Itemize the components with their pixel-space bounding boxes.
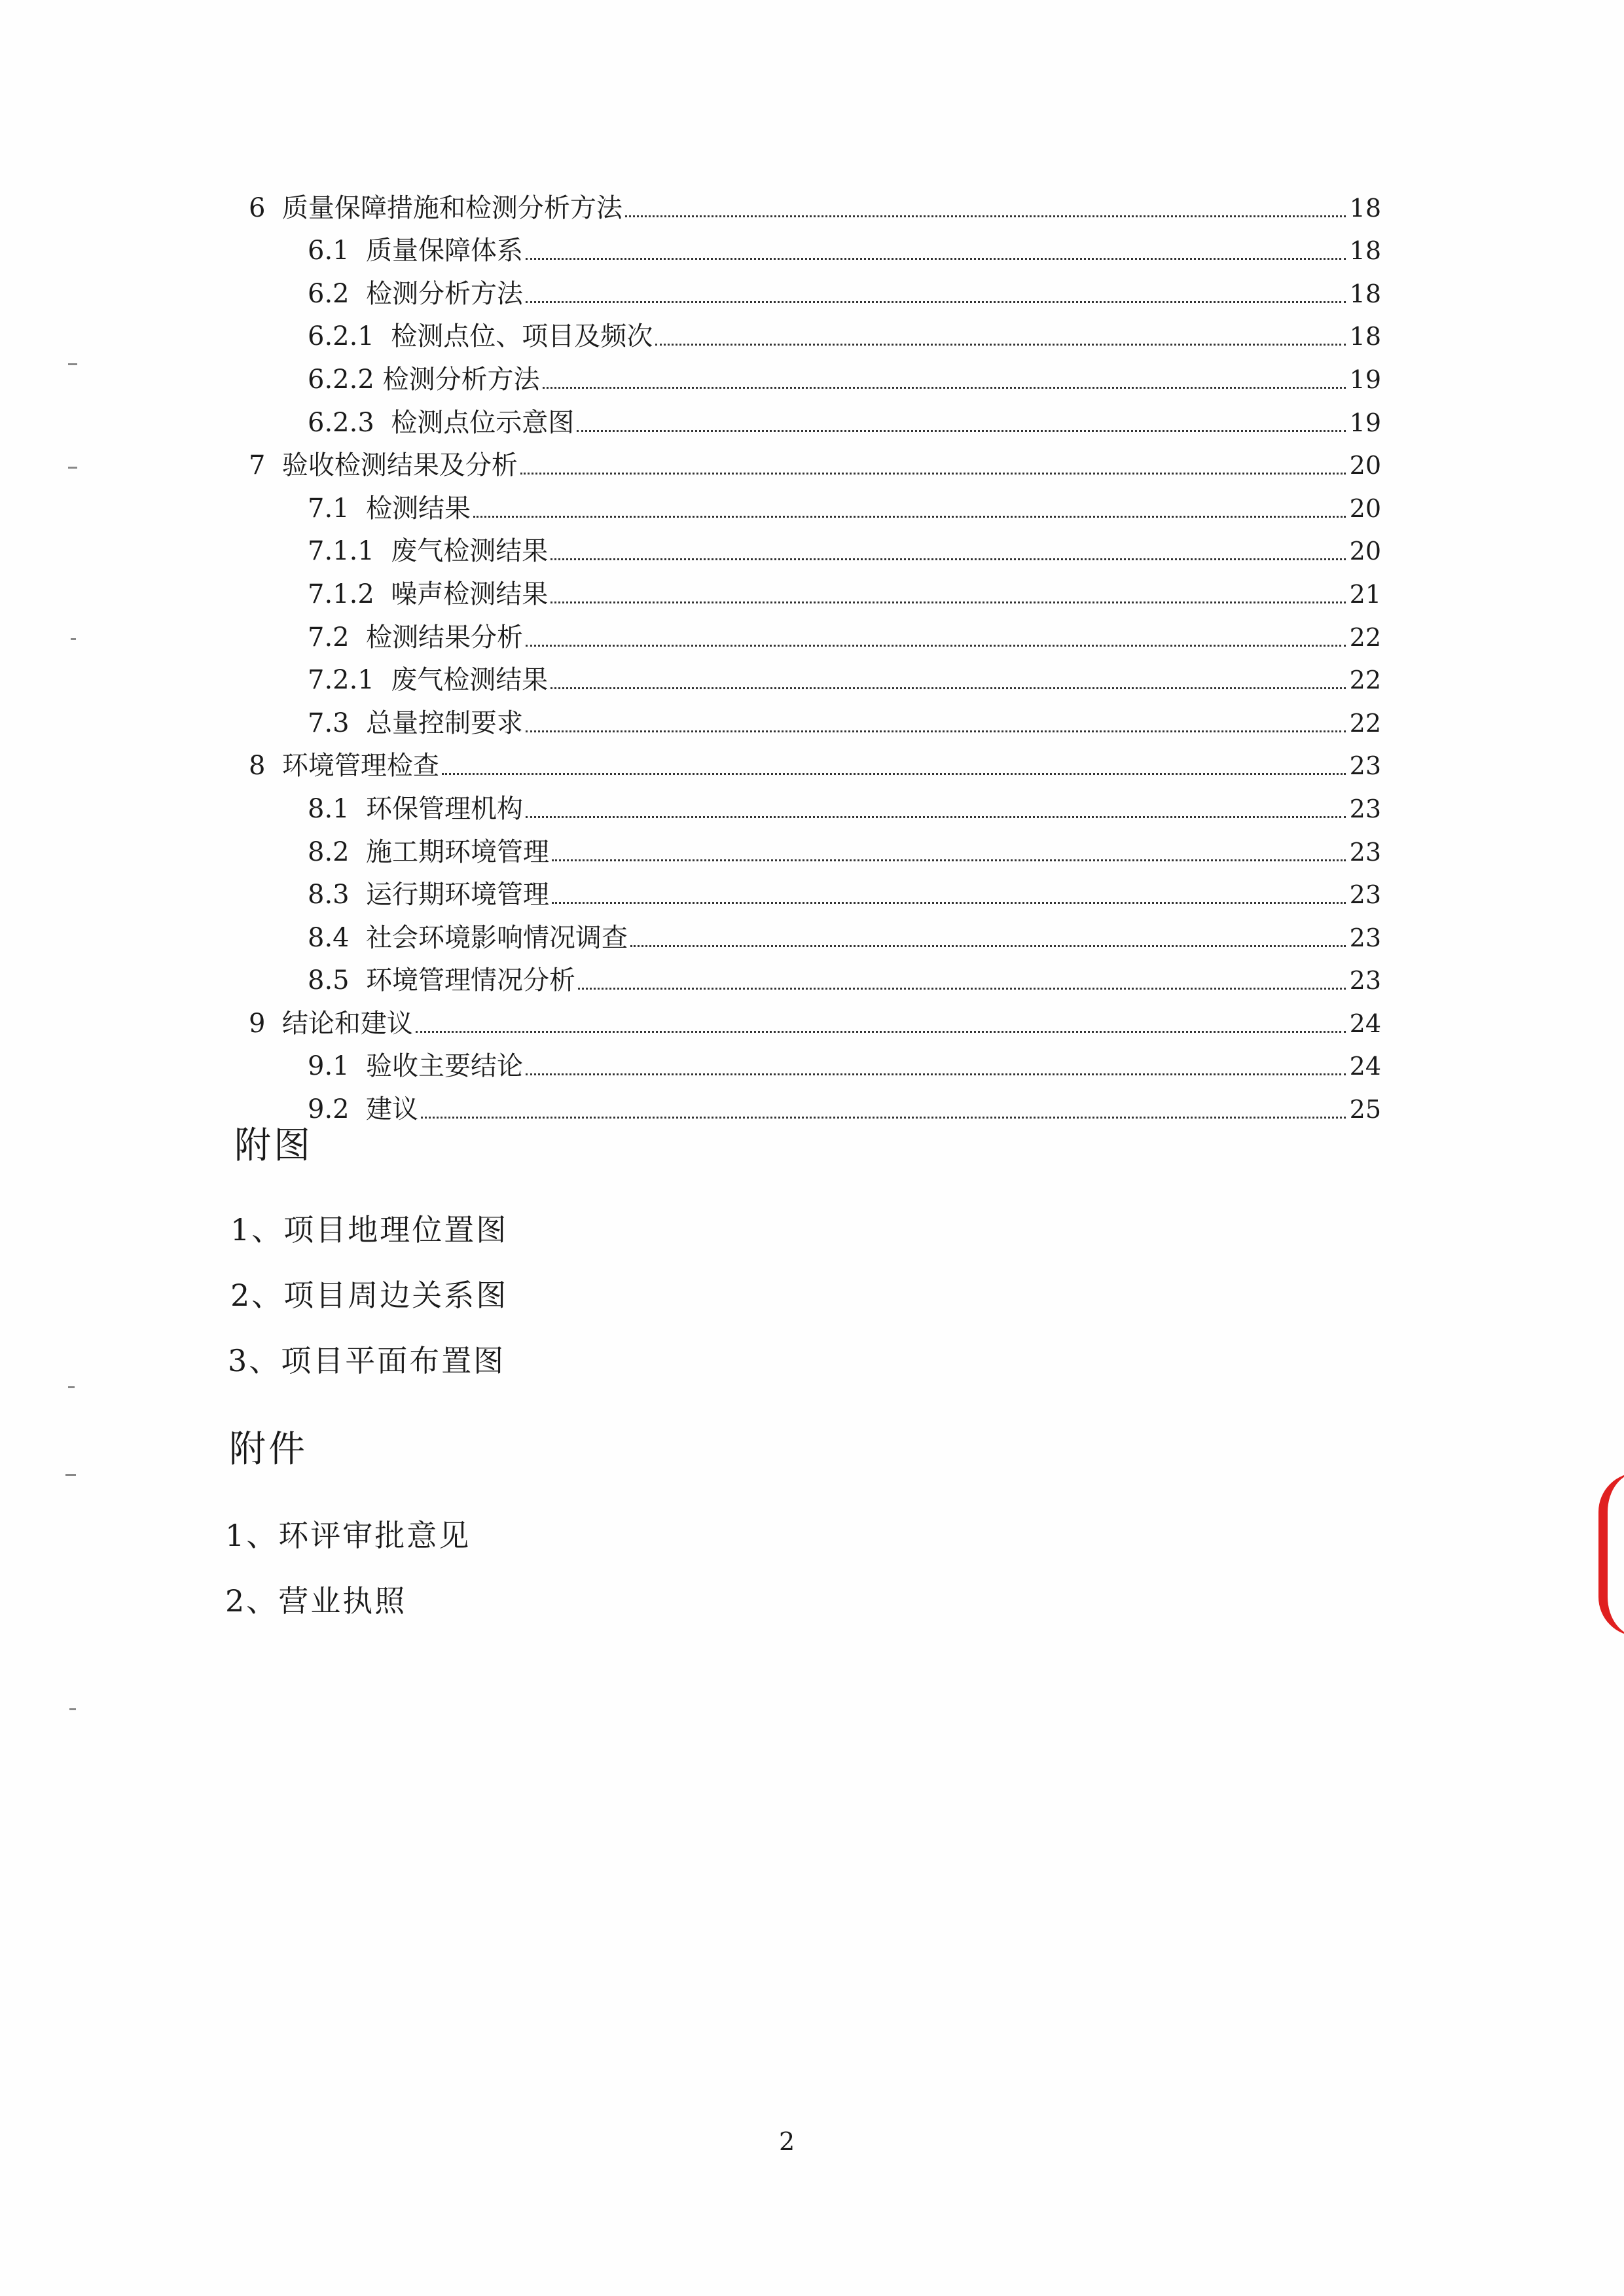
toc-entry-number: 9.1	[308, 1051, 367, 1082]
figure-item-3: 3、项目平面布置图	[228, 1343, 506, 1378]
toc-entry-number: 7.2	[308, 622, 367, 653]
toc-entry-number: 6.2.3	[308, 407, 391, 438]
toc-entry	[223, 182, 1381, 225]
toc-entry	[223, 740, 1381, 783]
toc-entry-page: 23	[1349, 794, 1381, 823]
toc-entry	[223, 783, 1381, 826]
toc-leader-dots	[473, 516, 1346, 518]
table-of-contents	[223, 182, 1381, 1126]
toc-entry-page: 18	[1349, 236, 1381, 266]
toc-entry-page: 23	[1349, 837, 1381, 867]
toc-entry-title: 废气检测结果	[391, 536, 549, 567]
toc-entry	[223, 1041, 1381, 1084]
toc-entry-page: 22	[1349, 622, 1381, 652]
scan-mark-icon	[69, 1708, 76, 1710]
scan-mark-icon	[68, 363, 77, 365]
figures-heading: 附图	[234, 1124, 313, 1167]
toc-entry-number: 6.2	[308, 278, 367, 309]
toc-leader-dots	[655, 344, 1345, 346]
toc-leader-dots	[577, 430, 1345, 432]
toc-leader-dots	[625, 215, 1346, 217]
attachment-item-2: 2、营业执照	[225, 1583, 407, 1619]
toc-entry-page: 23	[1349, 923, 1381, 952]
toc-entry-title: 检测分析方法	[382, 364, 540, 395]
toc-entry	[223, 568, 1381, 611]
toc-entry-number: 8.4	[308, 922, 367, 953]
toc-entry	[223, 869, 1381, 912]
toc-entry-page: 20	[1349, 451, 1381, 480]
toc-entry-page: 22	[1349, 708, 1381, 738]
toc-entry-number: 6	[249, 192, 282, 223]
toc-leader-dots	[526, 1073, 1346, 1075]
toc-entry-page: 21	[1349, 579, 1381, 609]
attachment-item-1: 1、环评审批意见	[225, 1518, 471, 1553]
toc-entry-page: 24	[1349, 1052, 1381, 1081]
toc-entry	[223, 611, 1381, 655]
toc-entry-title: 环境管理检查	[281, 751, 439, 781]
toc-entry	[223, 311, 1381, 354]
toc-leader-dots	[442, 773, 1346, 775]
toc-entry-page: 19	[1349, 365, 1381, 394]
toc-entry-title: 验收主要结论	[366, 1051, 524, 1082]
toc-entry	[223, 526, 1381, 569]
toc-entry-title: 检测结果分析	[366, 622, 524, 653]
toc-leader-dots	[550, 687, 1345, 689]
scan-mark-icon	[68, 1386, 75, 1388]
toc-entry	[223, 826, 1381, 869]
toc-entry	[223, 482, 1381, 526]
toc-entry-title: 运行期环境管理	[366, 880, 550, 910]
toc-leader-dots	[526, 301, 1346, 303]
toc-entry-page: 18	[1349, 193, 1381, 223]
page-number: 2	[779, 2127, 795, 2156]
red-seal-edge-icon	[1598, 1473, 1624, 1636]
toc-leader-dots	[421, 1117, 1346, 1119]
toc-entry-title: 验收检测结果及分析	[281, 450, 518, 481]
toc-leader-dots	[526, 258, 1346, 260]
scan-mark-icon	[68, 467, 77, 469]
toc-entry-page: 25	[1349, 1095, 1381, 1124]
attachments-heading: 附件	[229, 1428, 308, 1471]
toc-entry-number: 7.2.1	[308, 665, 391, 696]
toc-entry	[223, 225, 1381, 268]
toc-entry-number: 9.2	[308, 1094, 367, 1125]
toc-leader-dots	[552, 859, 1346, 861]
toc-leader-dots	[578, 988, 1346, 990]
toc-entry-page: 18	[1349, 322, 1381, 351]
toc-entry-number: 9	[249, 1008, 282, 1039]
toc-entry-number: 7.1.1	[308, 536, 391, 567]
toc-entry	[223, 697, 1381, 740]
toc-leader-dots	[550, 601, 1345, 603]
toc-entry-number: 7.3	[308, 708, 367, 738]
toc-leader-dots	[416, 1031, 1346, 1033]
toc-entry-title: 建议	[366, 1094, 419, 1125]
toc-entry-page: 23	[1349, 751, 1381, 781]
toc-entry-title: 质量保障措施和检测分析方法	[281, 192, 623, 223]
toc-entry-title: 检测结果	[366, 493, 471, 524]
toc-entry	[223, 912, 1381, 955]
toc-leader-dots	[630, 945, 1346, 947]
toc-entry-number: 7.1.2	[308, 579, 391, 609]
toc-entry	[223, 997, 1381, 1041]
toc-entry-title: 环境管理情况分析	[366, 965, 576, 996]
toc-entry-title: 检测分析方法	[366, 278, 524, 309]
toc-leader-dots	[520, 473, 1346, 475]
toc-entry-number: 8.3	[308, 880, 367, 910]
figure-item-1: 1、项目地理位置图	[230, 1212, 509, 1247]
toc-entry-title: 总量控制要求	[366, 708, 524, 738]
toc-leader-dots	[552, 902, 1346, 904]
toc-entry-page: 22	[1349, 666, 1381, 695]
toc-entry-number: 6.1	[308, 236, 367, 266]
toc-entry-title: 社会环境影响情况调查	[366, 922, 628, 953]
toc-entry-number: 6.2.1	[308, 321, 391, 352]
toc-entry	[223, 397, 1381, 440]
toc-entry-page: 24	[1349, 1009, 1381, 1038]
toc-entry-number: 8.5	[308, 965, 367, 996]
toc-entry	[223, 1083, 1381, 1126]
toc-entry-number: 8.1	[308, 793, 367, 824]
scan-mark-icon	[65, 1474, 76, 1476]
toc-entry	[223, 655, 1381, 698]
toc-entry-number: 7	[249, 450, 282, 481]
toc-entry-page: 23	[1349, 880, 1381, 910]
scan-mark-icon	[71, 638, 76, 640]
toc-entry-title: 环保管理机构	[366, 793, 524, 824]
toc-entry-page: 18	[1349, 279, 1381, 308]
toc-entry-title: 检测点位示意图	[391, 407, 575, 438]
toc-leader-dots	[543, 387, 1346, 389]
toc-entry-number: 6.2.2	[308, 364, 383, 395]
toc-entry-title: 检测点位、项目及频次	[391, 321, 653, 352]
toc-entry-title: 施工期环境管理	[366, 836, 550, 867]
toc-entry-title: 噪声检测结果	[391, 579, 549, 609]
toc-leader-dots	[526, 730, 1346, 732]
toc-entry	[223, 268, 1381, 311]
toc-leader-dots	[526, 645, 1346, 647]
toc-entry-number: 8.2	[308, 836, 367, 867]
figure-item-2: 2、项目周边关系图	[230, 1278, 509, 1313]
toc-entry	[223, 440, 1381, 483]
toc-entry-page: 20	[1349, 537, 1381, 566]
toc-entry-page: 23	[1349, 966, 1381, 996]
toc-entry	[223, 353, 1381, 397]
toc-entry-number: 7.1	[308, 493, 367, 524]
toc-entry-page: 20	[1349, 493, 1381, 523]
toc-entry-page: 19	[1349, 408, 1381, 437]
toc-leader-dots	[550, 558, 1345, 560]
toc-entry	[223, 955, 1381, 998]
toc-entry-title: 废气检测结果	[391, 665, 549, 696]
toc-entry-title: 结论和建议	[281, 1008, 413, 1039]
toc-leader-dots	[526, 816, 1346, 818]
toc-entry-number: 8	[249, 751, 282, 781]
toc-entry-title: 质量保障体系	[366, 236, 524, 266]
